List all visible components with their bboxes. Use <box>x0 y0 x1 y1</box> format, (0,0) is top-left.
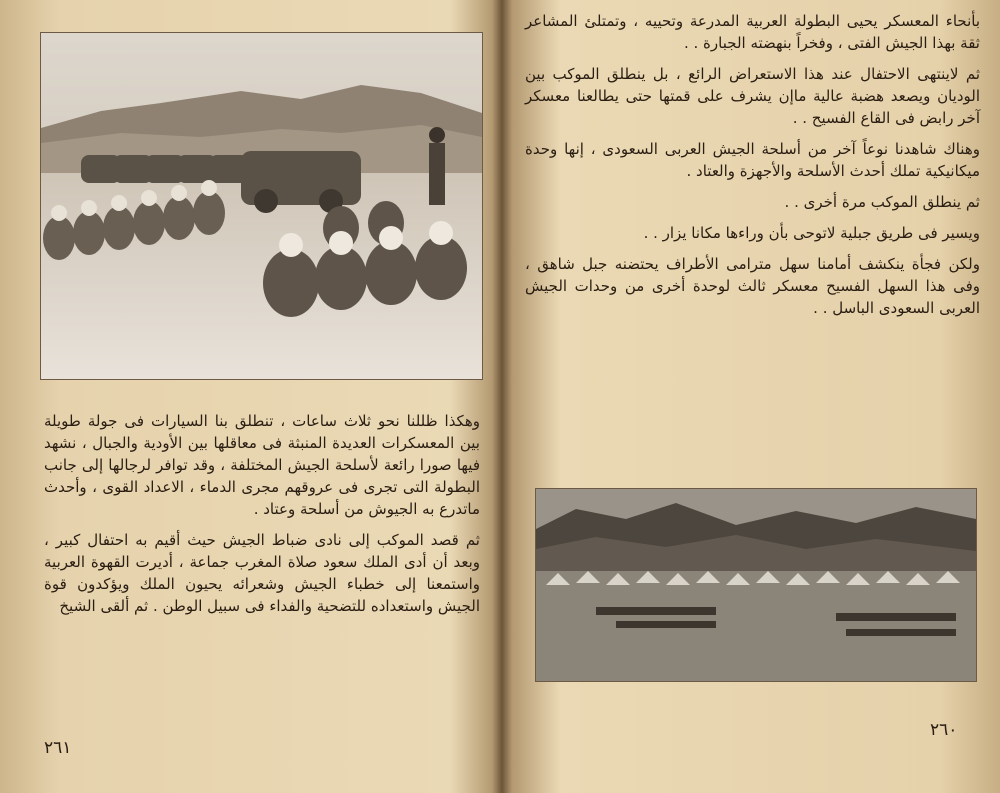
right-page <box>505 0 1000 793</box>
left-page-text <box>44 410 480 617</box>
paragraph: ثم لاينتهى الاحتفال عند هذا الاستعراض الرائع ، بل ينطلق الموكب بين الوديان ويصعد هضبة عالية ماإن يشرف على قمتها حتى يطالعنا معسكر آخر رابض فى القاع الفسيح . . <box>525 65 980 127</box>
paragraph: ولكن فجأة ينكشف أمامنا سهل مترامى الأطراف يحتضنه جبل شاهق ، وفى هذا السهل الفسيح معسكر ثالث لوحدة أخرى من وحدات الجيش العربى السعودى الباسل . . <box>525 255 980 317</box>
paragraph: وهناك شاهدنا نوعاً آخر من أسلحة الجيش العربى السعودى ، إنها وحدة ميكانيكية تملك أحدث الأسلحة والأجهزة والعتاد . <box>525 140 980 180</box>
paragraph: ثم ينطلق الموكب مرة أخرى . . <box>784 193 980 211</box>
paragraph: ويسير فى طريق جبلية لاتوحى بأن وراءها مكانا يزار . . <box>643 224 980 242</box>
soldiers-photo <box>40 32 483 380</box>
paragraph: وهكذا ظللنا نحو ثلاث ساعات ، تنطلق بنا السيارات فى جولة طويلة بين المعسكرات العديدة المنبثة فى معاقلها بين الأودية والجبال ، نشهد فيها صورا رائعة لأسلحة الجيش المختلفة ، وقد توافر لرجالها إلى جانب البطولة التى تجرى فى عروقهم مجرى الدماء ، الاعداد القوى ، وأحدث ماتدرع به الجيوش من أسلحة وعتاد . <box>44 412 480 518</box>
photograph-military-camp-in-valley-icon <box>536 489 976 681</box>
photograph-soldiers-seated-with-armored-vehicles-icon <box>41 33 482 379</box>
paragraph: بأنحاء المعسكر يحيى البطولة العربية المدرعة وتحييه ، وتمتلئ المشاعر ثقة بهذا الجيش الفتى ، وفخراً بنهضته الجبارة . . <box>525 12 980 52</box>
camp-photo <box>535 488 977 682</box>
page-number-left: ٢٦١ <box>44 738 72 758</box>
right-page-text <box>525 10 980 319</box>
paragraph: ثم قصد الموكب إلى نادى ضباط الجيش حيث أقيم به احتفال كبير ، وبعد أن أدى الملك سعود صلاة المغرب جماعة ، أديرت القهوة العربية واستمعنا إلى خطباء الجيش وشعرائه يحيون الملك ويؤكدون قوة الجيش واستعداده للتضحية والفداء فى سبيل الوطن . ثم ألقى الشيخ <box>44 531 480 615</box>
page-number-right: ٢٦٠ <box>930 720 958 740</box>
